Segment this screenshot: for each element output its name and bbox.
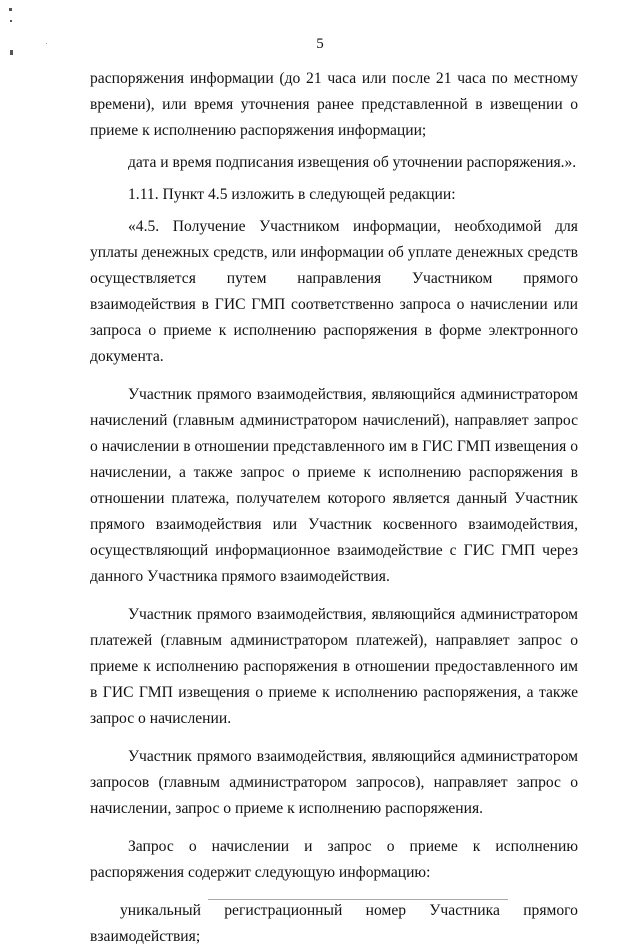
scan-speck — [10, 20, 12, 22]
paragraph: «4.5. Получение Участником информации, необходимой для уплаты денежных средств, или информации об уплате денежных средств осуществляется путем направления Участником прямого взаимодействия в ГИС ГМП соответственно запроса о начислении или запроса о приеме к исполнению распоряжения в форме электронного документа. — [90, 218, 578, 365]
list-item-line — [90, 898, 578, 924]
list-item-continuation: взаимодействия; — [90, 928, 201, 945]
paragraph: 1.11. Пункт 4.5 изложить в следующей редакции: — [128, 186, 456, 203]
paragraph: Участник прямого взаимодействия, являющийся администратором начислений (главным администратором начислений), направляет запрос о начислении в отношении представленного им в ГИС ГМП извещения о начислении, а также запрос о приеме к исполнению распоряжения в отношении платежа, получателем которого является данный Участник прямого взаимодействия или Участник косвенного взаимодействия, осуществляющий информационное взаимодействие с ГИС ГМП через данного Участника прямого взаимодействия. — [90, 386, 578, 585]
list-item-word: Участника — [429, 902, 500, 919]
paragraph: Участник прямого взаимодействия, являющийся администратором запросов (главным администратором запросов), направляет запрос о начислении, запрос о приеме к исполнению распоряжения. — [90, 748, 578, 817]
page-number: 5 — [316, 36, 324, 52]
list-item-word: регистрационный — [224, 902, 343, 919]
paragraph: Запрос о начислении и запрос о приеме к исполнению распоряжения содержит следующую информацию: — [90, 838, 578, 881]
scan-speck — [9, 8, 12, 11]
paragraph: распоряжения информации (до 21 часа или после 21 часа по местному времени), или время уточнения ранее представленной в извещении о приеме к исполнению распоряжения информации; — [90, 70, 578, 139]
document-body — [90, 66, 578, 950]
list-item-word: номер — [365, 902, 407, 919]
paragraph: Участник прямого взаимодействия, являющийся администратором платежей (главным администратором платежей), направляет запрос о приеме к исполнению распоряжения в отношении предоставленного им в ГИС ГМП извещения о приеме к исполнению распоряжения, а также запрос о начислении. — [90, 606, 578, 727]
paragraph: дата и время подписания извещения об уточнении распоряжения.». — [128, 154, 577, 171]
list-item-word: уникальный — [120, 902, 201, 919]
scan-edge-line — [208, 899, 508, 900]
list-item-word: прямого — [523, 902, 578, 919]
